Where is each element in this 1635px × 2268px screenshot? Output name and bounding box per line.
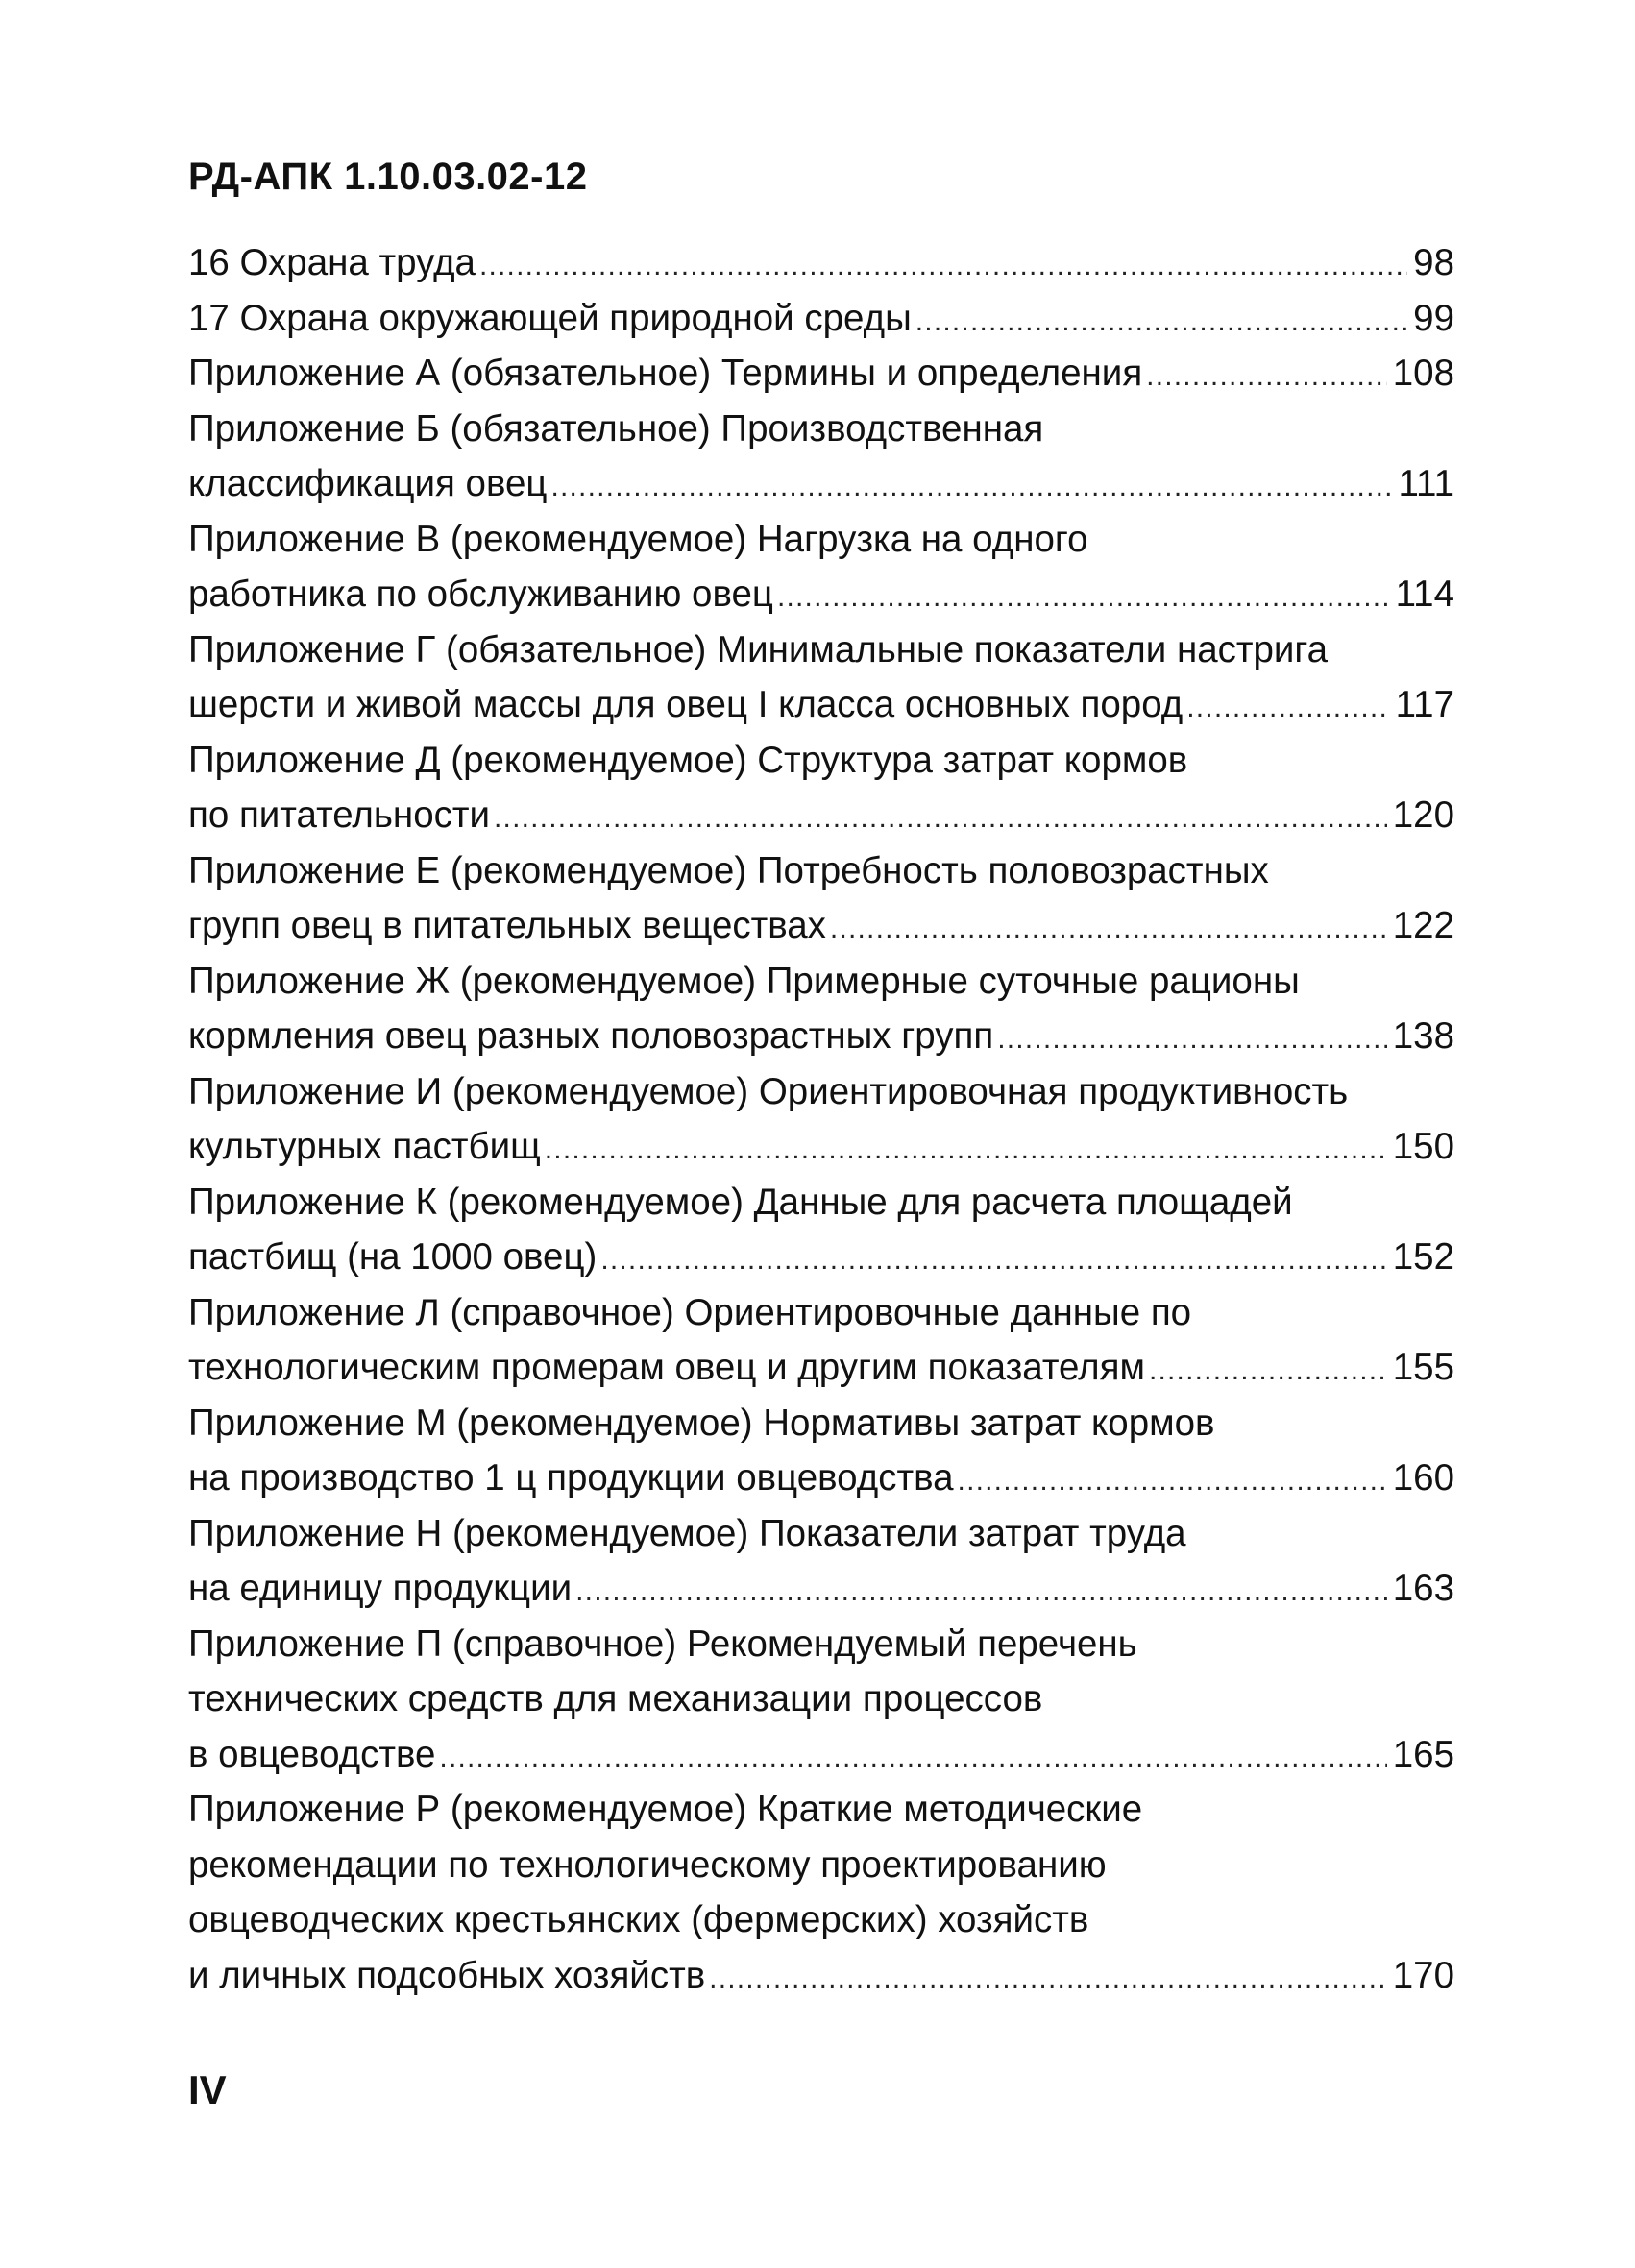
toc-entry-title: технических средств для механизации процессов bbox=[188, 1678, 1043, 1719]
toc-entry[interactable] bbox=[188, 346, 1454, 402]
toc-entry-line bbox=[188, 1175, 1454, 1231]
toc-entry-line bbox=[188, 733, 1454, 789]
toc-dot-leader bbox=[958, 1453, 1387, 1506]
toc-dot-leader bbox=[915, 294, 1407, 347]
toc-page-number: 99 bbox=[1413, 297, 1454, 339]
toc-entry-line bbox=[188, 1617, 1454, 1672]
toc-dot-leader bbox=[830, 901, 1387, 954]
toc-entry-line bbox=[188, 1451, 1454, 1506]
toc-page-number: 98 bbox=[1413, 242, 1454, 283]
toc-entry-line bbox=[188, 1948, 1454, 2004]
toc-entry-line bbox=[188, 567, 1454, 622]
toc-dot-leader bbox=[494, 791, 1387, 843]
toc-entry-line bbox=[188, 677, 1454, 733]
toc-dot-leader bbox=[479, 238, 1407, 291]
page-number: IV bbox=[188, 2067, 227, 2112]
toc-entry-line bbox=[188, 1671, 1454, 1727]
toc-page-number: 122 bbox=[1392, 905, 1454, 946]
toc-page-number: 117 bbox=[1395, 684, 1454, 725]
toc-dot-leader bbox=[575, 1564, 1387, 1617]
toc-entry[interactable] bbox=[188, 235, 1454, 291]
toc-entry-line bbox=[188, 1838, 1454, 1893]
toc-page-number: 150 bbox=[1392, 1126, 1454, 1167]
toc-entry-line bbox=[188, 235, 1454, 291]
toc-entry-title: 17 Охрана окружающей природной среды bbox=[188, 297, 912, 339]
toc-entry-title: Приложение Р (рекомендуемое) Краткие методические bbox=[188, 1789, 1143, 1830]
toc-entry-line bbox=[188, 622, 1454, 678]
toc-entry[interactable] bbox=[188, 622, 1454, 733]
toc-dot-leader bbox=[545, 1122, 1387, 1175]
toc-entry-line bbox=[188, 1340, 1454, 1396]
toc-dot-leader bbox=[997, 1012, 1387, 1064]
toc-entry-title: классификация овец bbox=[188, 463, 548, 504]
toc-page-number: 120 bbox=[1392, 794, 1454, 836]
toc-page-number: 155 bbox=[1392, 1347, 1454, 1388]
toc-entry-line bbox=[188, 898, 1454, 954]
toc-page-number: 163 bbox=[1392, 1568, 1454, 1609]
toc-entry-title: по питательности bbox=[188, 794, 490, 836]
toc-dot-leader bbox=[439, 1730, 1386, 1783]
toc-entry-title: технологическим промерам овец и другим показателям bbox=[188, 1347, 1145, 1388]
toc-entry-title: Приложение В (рекомендуемое) Нагрузка на одного bbox=[188, 518, 1088, 560]
toc-entry-title: Приложение К (рекомендуемое) Данные для расчета площадей bbox=[188, 1181, 1293, 1223]
toc-entry[interactable] bbox=[188, 291, 1454, 347]
toc-entry[interactable] bbox=[188, 512, 1454, 622]
toc-entry-title: овцеводческих крестьянских (фермерских) хозяйств bbox=[188, 1899, 1089, 1940]
toc-entry-title: Приложение Е (рекомендуемое) Потребность половозрастных bbox=[188, 849, 1269, 891]
toc-entry-title: Приложение Л (справочное) Ориентировочные данные по bbox=[188, 1291, 1192, 1333]
toc-entry[interactable] bbox=[188, 733, 1454, 843]
toc-entry-line bbox=[188, 1119, 1454, 1175]
toc-entry-title: в овцеводстве bbox=[188, 1733, 436, 1775]
toc-entry-title: Приложение М (рекомендуемое) Нормативы затрат кормов bbox=[188, 1402, 1215, 1444]
toc-entry-title: Приложение И (рекомендуемое) Ориентировочная продуктивность bbox=[188, 1070, 1349, 1112]
toc-entry-title: 16 Охрана труда bbox=[188, 242, 476, 283]
toc-entry-line bbox=[188, 1506, 1454, 1562]
document-code-header: РД-АПК 1.10.03.02-12 bbox=[188, 156, 588, 198]
toc-page-number: 165 bbox=[1392, 1733, 1454, 1775]
toc-entry-title: групп овец в питательных веществах bbox=[188, 905, 826, 946]
toc-entry-title: на единицу продукции bbox=[188, 1568, 573, 1609]
toc-page-number: 108 bbox=[1392, 353, 1454, 394]
toc-entry[interactable] bbox=[188, 1506, 1454, 1617]
toc-entry-line bbox=[188, 1285, 1454, 1341]
toc-entry-line bbox=[188, 1230, 1454, 1285]
table-of-contents bbox=[188, 235, 1454, 2003]
toc-entry-title: Приложение Н (рекомендуемое) Показатели затрат труда bbox=[188, 1512, 1186, 1554]
toc-entry-title: на производство 1 ц продукции овцеводства bbox=[188, 1457, 954, 1499]
toc-page-number: 160 bbox=[1392, 1457, 1454, 1499]
toc-entry-line bbox=[188, 291, 1454, 347]
toc-entry-line bbox=[188, 1892, 1454, 1948]
toc-dot-leader bbox=[1149, 1343, 1387, 1396]
toc-entry-title: шерсти и живой массы для овец I класса основных пород bbox=[188, 684, 1184, 725]
toc-page-number: 152 bbox=[1392, 1236, 1454, 1278]
toc-entry-title: культурных пастбищ bbox=[188, 1126, 541, 1167]
toc-entry-line bbox=[188, 843, 1454, 899]
toc-entry-line bbox=[188, 1009, 1454, 1064]
toc-entry-line bbox=[188, 1064, 1454, 1120]
toc-entry-line bbox=[188, 456, 1454, 512]
toc-entry[interactable] bbox=[188, 1782, 1454, 2003]
toc-entry-title: Приложение Д (рекомендуемое) Структура затрат кормов bbox=[188, 739, 1188, 781]
toc-dot-leader bbox=[550, 459, 1392, 512]
toc-entry-title: Приложение Г (обязательное) Минимальные показатели настрига bbox=[188, 628, 1329, 671]
toc-entry-title: и личных подсобных хозяйств bbox=[188, 1954, 706, 1996]
toc-entry-title: пастбищ (на 1000 овец) bbox=[188, 1236, 598, 1278]
toc-entry-line bbox=[188, 402, 1454, 457]
toc-entry[interactable] bbox=[188, 1175, 1454, 1285]
toc-entry-title: работника по обслуживанию овец bbox=[188, 573, 773, 615]
toc-entry[interactable] bbox=[188, 954, 1454, 1064]
toc-entry-title: Приложение П (справочное) Рекомендуемый перечень bbox=[188, 1622, 1137, 1665]
toc-entry-line bbox=[188, 1727, 1454, 1783]
toc-dot-leader bbox=[709, 1951, 1387, 2004]
toc-entry[interactable] bbox=[188, 1285, 1454, 1396]
toc-page-number: 170 bbox=[1392, 1954, 1454, 1996]
toc-entry-title: Приложение Б (обязательное) Производственная bbox=[188, 407, 1044, 450]
toc-dot-leader bbox=[600, 1232, 1386, 1285]
toc-dot-leader bbox=[1146, 349, 1387, 402]
toc-entry-title: Приложение Ж (рекомендуемое) Примерные суточные рационы bbox=[188, 960, 1300, 1002]
toc-entry-title: Приложение А (обязательное) Термины и определения bbox=[188, 353, 1143, 394]
toc-page-number: 114 bbox=[1395, 573, 1454, 615]
toc-entry-line bbox=[188, 512, 1454, 568]
toc-entry-line bbox=[188, 1396, 1454, 1451]
toc-entry[interactable] bbox=[188, 843, 1454, 954]
toc-page-number: 111 bbox=[1398, 463, 1454, 504]
toc-entry-title: рекомендации по технологическому проектированию bbox=[188, 1843, 1107, 1886]
toc-entry[interactable] bbox=[188, 402, 1454, 512]
toc-entry-title: кормления овец разных половозрастных групп bbox=[188, 1015, 994, 1057]
toc-entry[interactable] bbox=[188, 1617, 1454, 1783]
toc-page-number: 138 bbox=[1392, 1015, 1454, 1057]
toc-dot-leader bbox=[1186, 680, 1389, 733]
toc-entry-line bbox=[188, 1561, 1454, 1617]
toc-entry-line bbox=[188, 346, 1454, 402]
toc-entry[interactable] bbox=[188, 1396, 1454, 1506]
toc-entry-line bbox=[188, 788, 1454, 843]
toc-entry[interactable] bbox=[188, 1064, 1454, 1175]
toc-entry-line bbox=[188, 954, 1454, 1010]
toc-dot-leader bbox=[777, 570, 1390, 622]
toc-entry-line bbox=[188, 1782, 1454, 1838]
